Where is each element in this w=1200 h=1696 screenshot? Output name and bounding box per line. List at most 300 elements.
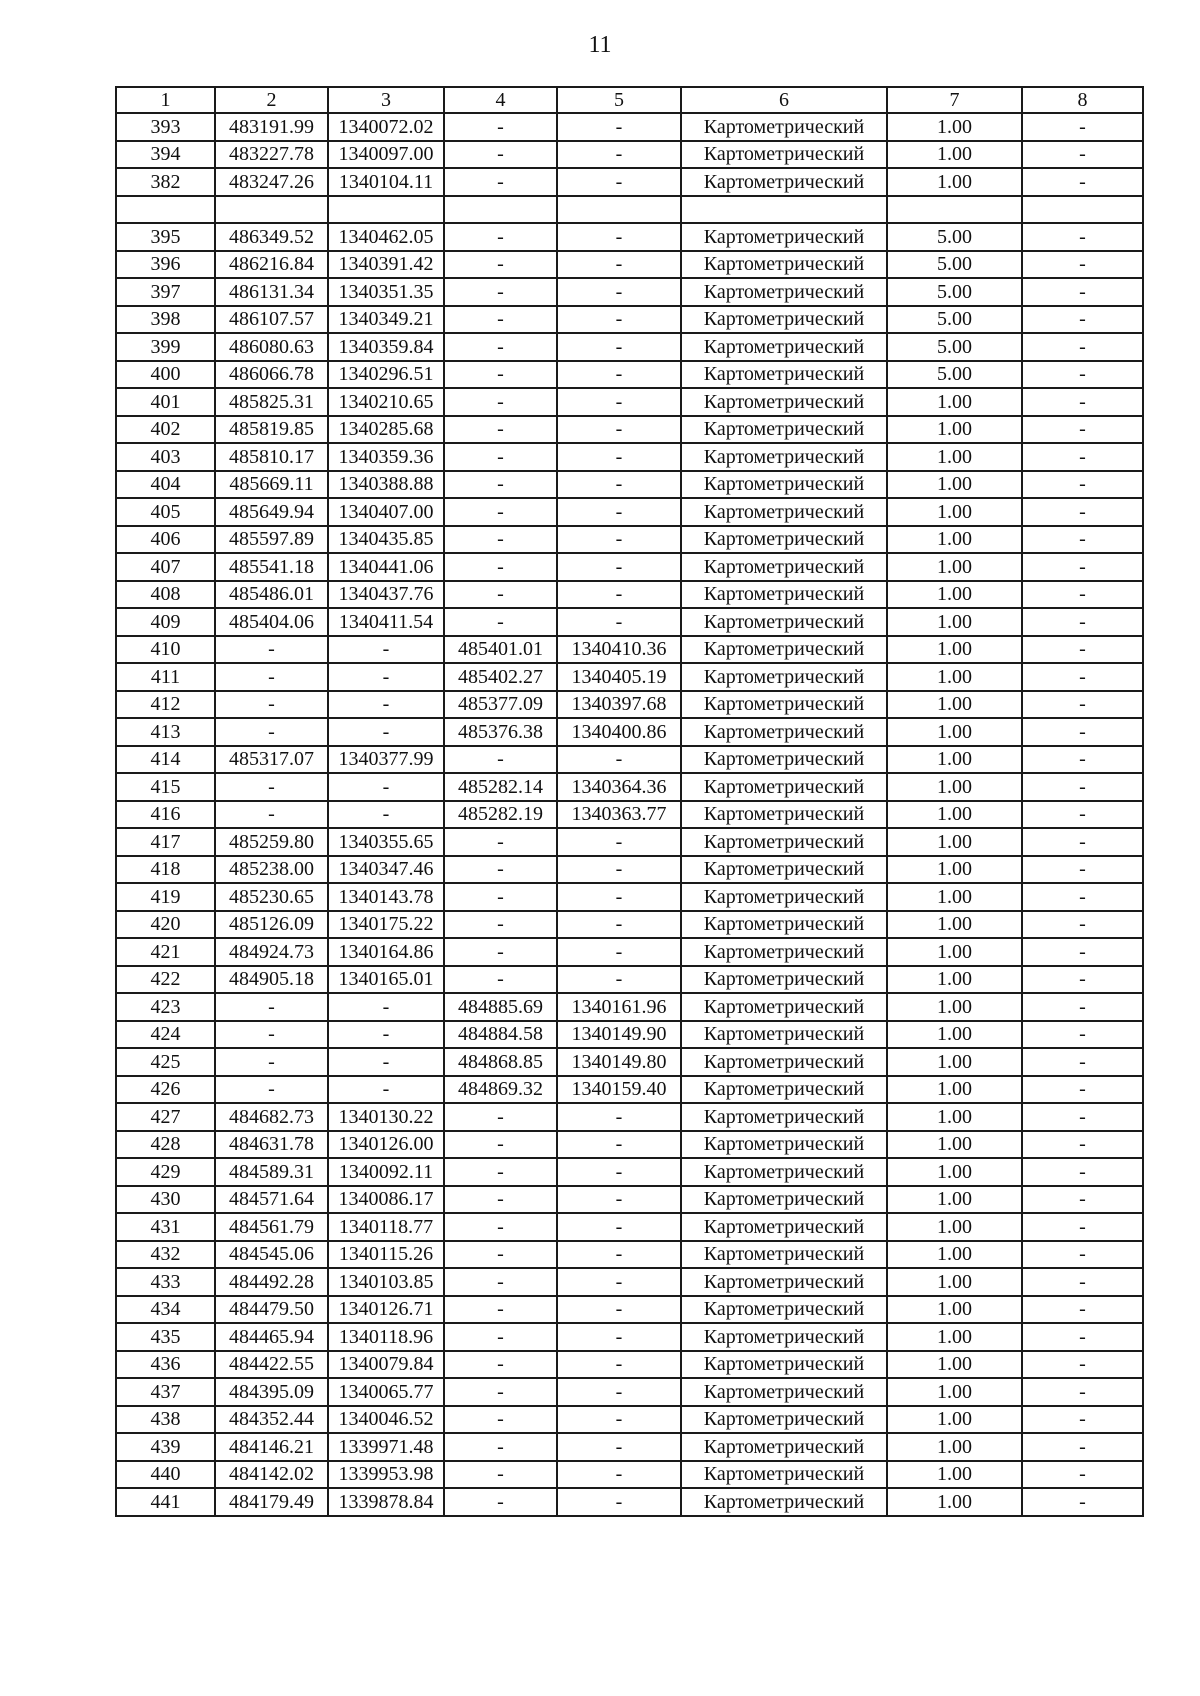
table-row: [116, 223, 1143, 251]
table-cell: 1340397.68: [557, 691, 681, 719]
table-cell: -: [1022, 828, 1143, 856]
table-cell: -: [328, 1021, 444, 1049]
table-cell: Картометрический: [681, 773, 887, 801]
table-row: [116, 1213, 1143, 1241]
table-cell: -: [1022, 1021, 1143, 1049]
table-row: [116, 553, 1143, 581]
table-cell: 484465.94: [215, 1323, 328, 1351]
table-row: [116, 443, 1143, 471]
table-cell: -: [557, 278, 681, 306]
table-row: [116, 1021, 1143, 1049]
table-cell: 1.00: [887, 1131, 1022, 1159]
table-cell: 430: [116, 1186, 215, 1214]
table-cell: 432: [116, 1241, 215, 1269]
table-row: [116, 306, 1143, 334]
table-row: [116, 526, 1143, 554]
table-cell: 1.00: [887, 526, 1022, 554]
table-cell: 438: [116, 1406, 215, 1434]
table-cell: -: [444, 1131, 557, 1159]
table-cell: 484146.21: [215, 1433, 328, 1461]
table-cell: 402: [116, 416, 215, 444]
table-cell: Картометрический: [681, 801, 887, 829]
table-cell: Картометрический: [681, 1021, 887, 1049]
page-number: 11: [588, 32, 612, 58]
table-cell: -: [557, 1131, 681, 1159]
table-cell: -: [1022, 1131, 1143, 1159]
table-cell: 485259.80: [215, 828, 328, 856]
table-cell: Картометрический: [681, 223, 887, 251]
table-row: [116, 278, 1143, 306]
table-cell: -: [1022, 1213, 1143, 1241]
table-cell: -: [444, 608, 557, 636]
table-cell: Картометрический: [681, 1213, 887, 1241]
table-cell: 413: [116, 718, 215, 746]
column-header: 8: [1022, 87, 1143, 113]
table-cell: 1.00: [887, 993, 1022, 1021]
table-cell: -: [328, 993, 444, 1021]
table-cell: -: [444, 1158, 557, 1186]
table-cell: -: [557, 113, 681, 141]
table-cell: 484631.78: [215, 1131, 328, 1159]
table-cell: Картометрический: [681, 113, 887, 141]
table-cell: 1340410.36: [557, 636, 681, 664]
table-cell: 1340359.36: [328, 443, 444, 471]
table-cell: -: [444, 526, 557, 554]
table-cell: [444, 196, 557, 224]
table-cell: [681, 196, 887, 224]
table-cell: 1.00: [887, 1323, 1022, 1351]
table-cell: -: [1022, 361, 1143, 389]
table-cell: -: [1022, 663, 1143, 691]
table-cell: 441: [116, 1488, 215, 1516]
table-cell: 439: [116, 1433, 215, 1461]
table-cell: 1.00: [887, 1213, 1022, 1241]
table-cell: Картометрический: [681, 1433, 887, 1461]
table-cell: -: [557, 966, 681, 994]
coordinates-table: [115, 86, 1144, 1517]
table-cell: 1340126.71: [328, 1296, 444, 1324]
table-cell: Картометрический: [681, 498, 887, 526]
table-cell: -: [444, 856, 557, 884]
table-cell: -: [1022, 471, 1143, 499]
table-cell: 434: [116, 1296, 215, 1324]
table-cell: -: [328, 1076, 444, 1104]
table-cell: 419: [116, 883, 215, 911]
table-cell: [887, 196, 1022, 224]
table-cell: -: [444, 471, 557, 499]
table-cell: 483247.26: [215, 168, 328, 196]
table-cell: Картометрический: [681, 1323, 887, 1351]
table-cell: 1.00: [887, 691, 1022, 719]
table-cell: 1.00: [887, 498, 1022, 526]
table-cell: -: [1022, 443, 1143, 471]
table-cell: -: [328, 718, 444, 746]
table-cell: 484924.73: [215, 938, 328, 966]
table-cell: 1.00: [887, 141, 1022, 169]
table-cell: 485819.85: [215, 416, 328, 444]
table-cell: Картометрический: [681, 1406, 887, 1434]
table-cell: 485541.18: [215, 553, 328, 581]
table-cell: 5.00: [887, 251, 1022, 279]
table-cell: 1340462.05: [328, 223, 444, 251]
table-cell: -: [1022, 388, 1143, 416]
table-cell: Картометрический: [681, 993, 887, 1021]
table-row: [116, 251, 1143, 279]
table-cell: -: [1022, 1433, 1143, 1461]
table-cell: 1340377.99: [328, 746, 444, 774]
column-header: 4: [444, 87, 557, 113]
table-cell: 435: [116, 1323, 215, 1351]
table-cell: 412: [116, 691, 215, 719]
table-cell: -: [215, 1076, 328, 1104]
table-cell: -: [215, 1021, 328, 1049]
table-cell: 420: [116, 911, 215, 939]
table-cell: Картометрический: [681, 1103, 887, 1131]
table-row: [116, 1378, 1143, 1406]
table-cell: Картометрический: [681, 1351, 887, 1379]
table-cell: -: [215, 636, 328, 664]
table-cell: -: [215, 801, 328, 829]
table-cell: -: [444, 911, 557, 939]
table-cell: -: [557, 1268, 681, 1296]
table-cell: 1.00: [887, 471, 1022, 499]
table-cell: -: [444, 1213, 557, 1241]
table-cell: 1.00: [887, 1158, 1022, 1186]
table-cell: -: [1022, 333, 1143, 361]
table-cell: -: [557, 168, 681, 196]
table-cell: 1339971.48: [328, 1433, 444, 1461]
table-cell: Картометрический: [681, 1461, 887, 1489]
table-row: [116, 1296, 1143, 1324]
table-cell: 1340364.36: [557, 773, 681, 801]
table-cell: 393: [116, 113, 215, 141]
table-cell: -: [1022, 911, 1143, 939]
table-cell: 5.00: [887, 306, 1022, 334]
table-cell: -: [1022, 718, 1143, 746]
table-cell: -: [1022, 1461, 1143, 1489]
table-cell: -: [444, 223, 557, 251]
table-cell: 1340175.22: [328, 911, 444, 939]
table-row: [116, 471, 1143, 499]
table-cell: -: [444, 746, 557, 774]
table-cell: -: [1022, 801, 1143, 829]
table-cell: -: [1022, 278, 1143, 306]
table-cell: 408: [116, 581, 215, 609]
table-row: [116, 1048, 1143, 1076]
table-cell: 396: [116, 251, 215, 279]
table-cell: -: [557, 1103, 681, 1131]
table-cell: -: [444, 966, 557, 994]
table-cell: 485282.14: [444, 773, 557, 801]
table-cell: -: [1022, 1488, 1143, 1516]
table-cell: -: [1022, 1296, 1143, 1324]
table-cell: 424: [116, 1021, 215, 1049]
table-cell: 1.00: [887, 883, 1022, 911]
table-cell: 425: [116, 1048, 215, 1076]
table-cell: 400: [116, 361, 215, 389]
table-cell: 484179.49: [215, 1488, 328, 1516]
table-cell: 485597.89: [215, 526, 328, 554]
table-row: [116, 1323, 1143, 1351]
table-cell: 428: [116, 1131, 215, 1159]
table-cell: Картометрический: [681, 938, 887, 966]
table-cell: Картометрический: [681, 526, 887, 554]
table-cell: 1340104.11: [328, 168, 444, 196]
table-cell: 1340065.77: [328, 1378, 444, 1406]
table-cell: 485238.00: [215, 856, 328, 884]
table-cell: 485486.01: [215, 581, 328, 609]
table-cell: 1.00: [887, 966, 1022, 994]
table-cell: 484142.02: [215, 1461, 328, 1489]
table-cell: -: [557, 1241, 681, 1269]
table-cell: 1.00: [887, 168, 1022, 196]
table-cell: 485825.31: [215, 388, 328, 416]
table-cell: 410: [116, 636, 215, 664]
table-cell: 415: [116, 773, 215, 801]
column-header: 2: [215, 87, 328, 113]
column-header: 6: [681, 87, 887, 113]
table-cell: [557, 196, 681, 224]
table-cell: -: [444, 361, 557, 389]
table-cell: 485404.06: [215, 608, 328, 636]
table-cell: 1.00: [887, 1351, 1022, 1379]
table-cell: -: [444, 1296, 557, 1324]
table-row: [116, 911, 1143, 939]
table-cell: 486066.78: [215, 361, 328, 389]
table-cell: -: [1022, 746, 1143, 774]
table-cell: 405: [116, 498, 215, 526]
table-row: [116, 141, 1143, 169]
table-cell: -: [557, 141, 681, 169]
table-cell: 422: [116, 966, 215, 994]
table-cell: 401: [116, 388, 215, 416]
table-cell: Картометрический: [681, 1488, 887, 1516]
table-cell: 436: [116, 1351, 215, 1379]
table-cell: -: [444, 168, 557, 196]
table-cell: -: [215, 691, 328, 719]
column-header: 5: [557, 87, 681, 113]
table-cell: -: [557, 828, 681, 856]
table-cell: -: [557, 553, 681, 581]
table-cell: Картометрический: [681, 1296, 887, 1324]
table-cell: -: [444, 828, 557, 856]
table-row: [116, 746, 1143, 774]
table-cell: 1340355.65: [328, 828, 444, 856]
table-cell: 423: [116, 993, 215, 1021]
table-cell: Картометрический: [681, 278, 887, 306]
table-cell: -: [444, 553, 557, 581]
table-cell: Картометрический: [681, 361, 887, 389]
table-cell: -: [215, 993, 328, 1021]
table-cell: 1.00: [887, 663, 1022, 691]
table-cell: 484885.69: [444, 993, 557, 1021]
table-cell: Картометрический: [681, 883, 887, 911]
table-cell: -: [557, 526, 681, 554]
table-cell: -: [328, 1048, 444, 1076]
table-cell: -: [557, 1296, 681, 1324]
table-cell: Картометрический: [681, 1131, 887, 1159]
table-cell: Картометрический: [681, 608, 887, 636]
table-cell: -: [444, 1461, 557, 1489]
table-cell: -: [557, 498, 681, 526]
table-cell: Картометрический: [681, 168, 887, 196]
table-cell: 1340130.22: [328, 1103, 444, 1131]
table-cell: -: [444, 1268, 557, 1296]
table-cell: 1340347.46: [328, 856, 444, 884]
table-row: [116, 1186, 1143, 1214]
table-cell: -: [1022, 141, 1143, 169]
table-cell: 429: [116, 1158, 215, 1186]
table-row: [116, 938, 1143, 966]
column-header: 7: [887, 87, 1022, 113]
table-cell: -: [557, 443, 681, 471]
table-cell: Картометрический: [681, 663, 887, 691]
table-cell: 1340363.77: [557, 801, 681, 829]
table-cell: -: [215, 1048, 328, 1076]
table-cell: 1340400.86: [557, 718, 681, 746]
table-cell: 1.00: [887, 1186, 1022, 1214]
table-row: [116, 1103, 1143, 1131]
table-cell: 1340149.90: [557, 1021, 681, 1049]
table-cell: 484905.18: [215, 966, 328, 994]
table-cell: -: [557, 581, 681, 609]
table-cell: 421: [116, 938, 215, 966]
table-cell: -: [557, 1351, 681, 1379]
table-cell: 406: [116, 526, 215, 554]
table-cell: -: [1022, 581, 1143, 609]
table-cell: [328, 196, 444, 224]
table-cell: 1.00: [887, 801, 1022, 829]
table-cell: Картометрический: [681, 1378, 887, 1406]
table-cell: -: [328, 636, 444, 664]
table-row: [116, 856, 1143, 884]
table-row: [116, 773, 1143, 801]
table-cell: -: [444, 581, 557, 609]
table-cell: -: [1022, 1323, 1143, 1351]
table-cell: 484868.85: [444, 1048, 557, 1076]
table-cell: 5.00: [887, 361, 1022, 389]
table-cell: 1.00: [887, 773, 1022, 801]
table-cell: -: [557, 883, 681, 911]
table-row: [116, 828, 1143, 856]
table-cell: 1339878.84: [328, 1488, 444, 1516]
table-row: [116, 993, 1143, 1021]
table-cell: -: [1022, 113, 1143, 141]
table-cell: 395: [116, 223, 215, 251]
table-cell: -: [557, 223, 681, 251]
table-row: [116, 883, 1143, 911]
table-cell: 484492.28: [215, 1268, 328, 1296]
table-cell: 398: [116, 306, 215, 334]
table-cell: -: [215, 663, 328, 691]
table-cell: 1340161.96: [557, 993, 681, 1021]
table-cell: 403: [116, 443, 215, 471]
table-cell: -: [1022, 636, 1143, 664]
table-cell: 485282.19: [444, 801, 557, 829]
table-cell: 484395.09: [215, 1378, 328, 1406]
table-cell: -: [1022, 1186, 1143, 1214]
table-cell: 437: [116, 1378, 215, 1406]
table-cell: 1340159.40: [557, 1076, 681, 1104]
table-row: [116, 1158, 1143, 1186]
table-cell: 483227.78: [215, 141, 328, 169]
table-cell: [1022, 196, 1143, 224]
table-cell: 1340391.42: [328, 251, 444, 279]
table-cell: 1.00: [887, 1103, 1022, 1131]
table-cell: -: [557, 938, 681, 966]
table-cell: 1.00: [887, 1241, 1022, 1269]
table-cell: -: [1022, 773, 1143, 801]
table-cell: -: [1022, 1406, 1143, 1434]
table-row: [116, 663, 1143, 691]
table-cell: 1340405.19: [557, 663, 681, 691]
table-cell: 485230.65: [215, 883, 328, 911]
table-cell: -: [215, 718, 328, 746]
table-cell: -: [1022, 1241, 1143, 1269]
table-cell: -: [557, 361, 681, 389]
table-cell: 5.00: [887, 278, 1022, 306]
table-cell: -: [557, 333, 681, 361]
table-cell: 1.00: [887, 443, 1022, 471]
table-cell: -: [444, 1103, 557, 1131]
table-cell: -: [444, 113, 557, 141]
table-cell: 404: [116, 471, 215, 499]
table-cell: Картометрический: [681, 141, 887, 169]
table-cell: -: [444, 141, 557, 169]
table-cell: 426: [116, 1076, 215, 1104]
table-cell: Картометрический: [681, 471, 887, 499]
table-cell: Картометрический: [681, 443, 887, 471]
table-cell: 1340388.88: [328, 471, 444, 499]
table-cell: -: [444, 388, 557, 416]
table-cell: -: [444, 306, 557, 334]
table-cell: -: [557, 608, 681, 636]
table-row: [116, 1488, 1143, 1516]
table-cell: 1.00: [887, 553, 1022, 581]
table-cell: 1340351.35: [328, 278, 444, 306]
table-cell: Картометрический: [681, 966, 887, 994]
table-cell: 427: [116, 1103, 215, 1131]
table-cell: 409: [116, 608, 215, 636]
table-cell: Картометрический: [681, 251, 887, 279]
table-cell: -: [557, 306, 681, 334]
table-cell: -: [1022, 526, 1143, 554]
table-cell: 485669.11: [215, 471, 328, 499]
table-cell: 1340143.78: [328, 883, 444, 911]
table-cell: -: [444, 333, 557, 361]
table-cell: -: [1022, 1048, 1143, 1076]
table-cell: 1340359.84: [328, 333, 444, 361]
table-cell: 1340046.52: [328, 1406, 444, 1434]
table-cell: -: [557, 746, 681, 774]
table-cell: Картометрический: [681, 1186, 887, 1214]
table-cell: Картометрический: [681, 333, 887, 361]
table-row: [116, 361, 1143, 389]
table-cell: 1340165.01: [328, 966, 444, 994]
table-cell: 1340285.68: [328, 416, 444, 444]
column-header: 1: [116, 87, 215, 113]
table-row: [116, 388, 1143, 416]
table-cell: -: [557, 1433, 681, 1461]
table-cell: 1.00: [887, 1268, 1022, 1296]
table-cell: Картометрический: [681, 581, 887, 609]
table-cell: 1.00: [887, 1378, 1022, 1406]
table-cell: -: [215, 773, 328, 801]
table-row: [116, 636, 1143, 664]
table-cell: -: [444, 1186, 557, 1214]
table-cell: -: [328, 801, 444, 829]
table-cell: 485402.27: [444, 663, 557, 691]
